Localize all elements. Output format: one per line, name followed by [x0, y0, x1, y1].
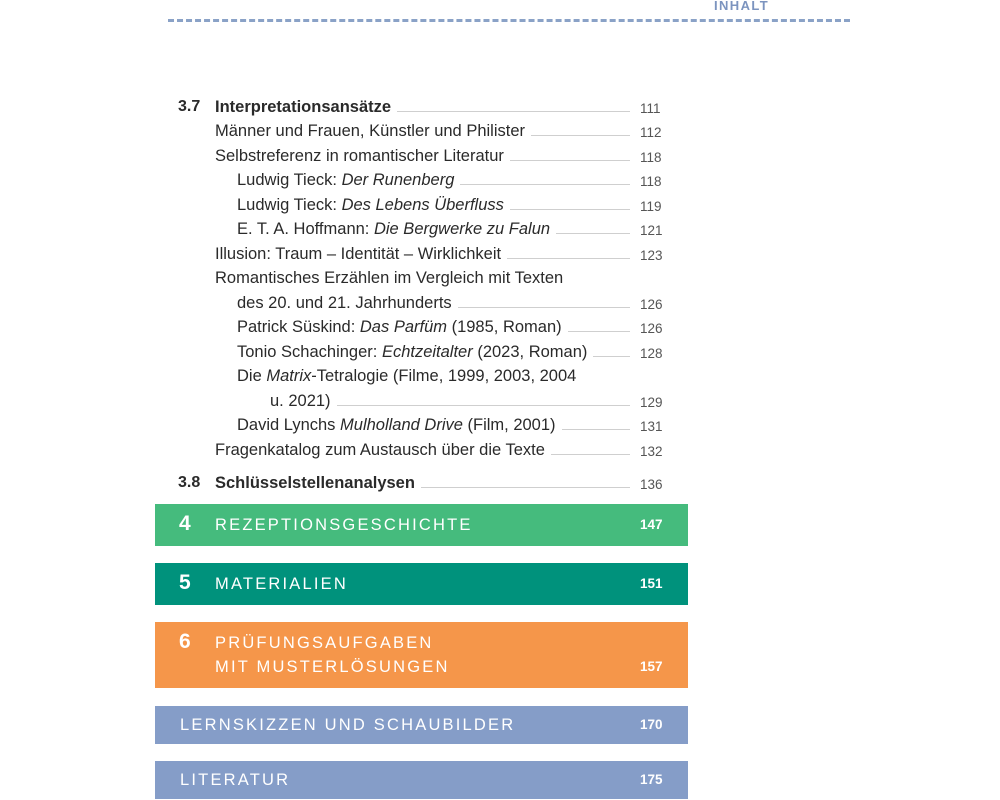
toc-page-number: 131	[640, 419, 663, 434]
toc-entry[interactable]	[0, 316, 1000, 340]
toc-entry-title: Patrick Süskind: Das Parfüm (1985, Roman)	[237, 316, 568, 338]
toc-entry-title: Die Matrix-Tetralogie (Filme, 1999, 2003, 2004	[237, 365, 582, 387]
toc-entry[interactable]	[0, 267, 1000, 291]
toc-entry[interactable]	[0, 243, 1000, 267]
toc-entry-title: Illusion: Traum – Identität – Wirklichkeit	[215, 243, 507, 265]
toc-section-number: 3.7	[178, 98, 201, 115]
toc-entry[interactable]	[0, 439, 1000, 463]
toc-page-number: 136	[640, 477, 663, 492]
chapter-number: 5	[179, 571, 191, 594]
toc-page-number: 112	[640, 125, 662, 140]
chapter-page-number: 147	[640, 517, 663, 532]
chapter-title: PRÜFUNGSAUFGABEN	[215, 634, 434, 652]
chapter-title: MIT MUSTERLÖSUNGEN	[215, 658, 450, 676]
toc-page-number: 128	[640, 346, 663, 361]
header-dashed-rule	[168, 19, 850, 22]
chapter-page-number: 151	[640, 576, 663, 591]
toc-page-number: 121	[640, 223, 663, 238]
toc-page-number: 118	[640, 174, 662, 189]
toc-entry[interactable]	[0, 145, 1000, 169]
chapter-title: LITERATUR	[180, 771, 291, 789]
toc-entry[interactable]	[0, 169, 1000, 193]
toc-entry-title: Schlüsselstellenanalysen	[215, 472, 421, 494]
toc-entry-title: u. 2021)	[270, 390, 337, 412]
toc-page-number: 132	[640, 444, 663, 459]
toc-entry-title: E. T. A. Hoffmann: Die Bergwerke zu Falun	[237, 218, 556, 240]
toc-entry-title: Fragenkatalog zum Austausch über die Texte	[215, 439, 551, 461]
toc-entry[interactable]	[0, 120, 1000, 144]
toc-page-number: 118	[640, 150, 662, 165]
chapter-title: REZEPTIONSGESCHICHTE	[215, 516, 473, 534]
toc-page-number: 119	[640, 199, 662, 214]
toc-entry-title: Romantisches Erzählen im Vergleich mit Texten	[215, 267, 569, 289]
chapter-band[interactable]	[155, 706, 688, 744]
toc-entry[interactable]	[0, 472, 1000, 496]
toc-entry[interactable]	[0, 414, 1000, 438]
toc-entry[interactable]	[0, 365, 1000, 389]
toc-entry[interactable]	[0, 341, 1000, 365]
chapter-number: 6	[179, 630, 191, 653]
toc-page-number: 123	[640, 248, 663, 263]
toc-entry[interactable]	[0, 292, 1000, 316]
toc-page-number: 126	[640, 297, 663, 312]
chapter-band[interactable]	[155, 761, 688, 799]
chapter-title: MATERIALIEN	[215, 575, 348, 593]
chapter-band[interactable]	[155, 563, 688, 605]
toc-entry-title: Selbstreferenz in romantischer Literatur	[215, 145, 510, 167]
toc-entry[interactable]	[0, 96, 1000, 120]
chapter-band[interactable]	[155, 622, 688, 688]
chapter-page-number: 170	[640, 717, 663, 732]
chapter-page-number: 175	[640, 772, 663, 787]
toc-entry-title: des 20. und 21. Jahrhunderts	[237, 292, 458, 314]
toc-page-number: 126	[640, 321, 663, 336]
toc-entry[interactable]	[0, 194, 1000, 218]
chapter-band[interactable]	[155, 504, 688, 546]
toc-entry-title: Männer und Frauen, Künstler und Philister	[215, 120, 531, 142]
toc-page-number: 111	[640, 101, 661, 116]
toc-section-number: 3.8	[178, 474, 201, 491]
toc-entry[interactable]	[0, 390, 1000, 414]
toc-page-number: 129	[640, 395, 663, 410]
toc-entry-title: Ludwig Tieck: Der Runenberg	[237, 169, 460, 191]
chapter-title: LERNSKIZZEN UND SCHAUBILDER	[180, 716, 516, 734]
toc-entry-title: Interpretationsansätze	[215, 96, 397, 118]
toc-entry-title: Tonio Schachinger: Echtzeitalter (2023, Roman)	[237, 341, 593, 363]
toc-entry[interactable]	[0, 218, 1000, 242]
toc-entry-title: Ludwig Tieck: Des Lebens Überfluss	[237, 194, 510, 216]
header-label: INHALT	[714, 0, 770, 13]
chapter-number: 4	[179, 512, 191, 535]
chapter-page-number: 157	[640, 659, 663, 674]
toc-entry-title: David Lynchs Mulholland Drive (Film, 2001)	[237, 414, 562, 436]
